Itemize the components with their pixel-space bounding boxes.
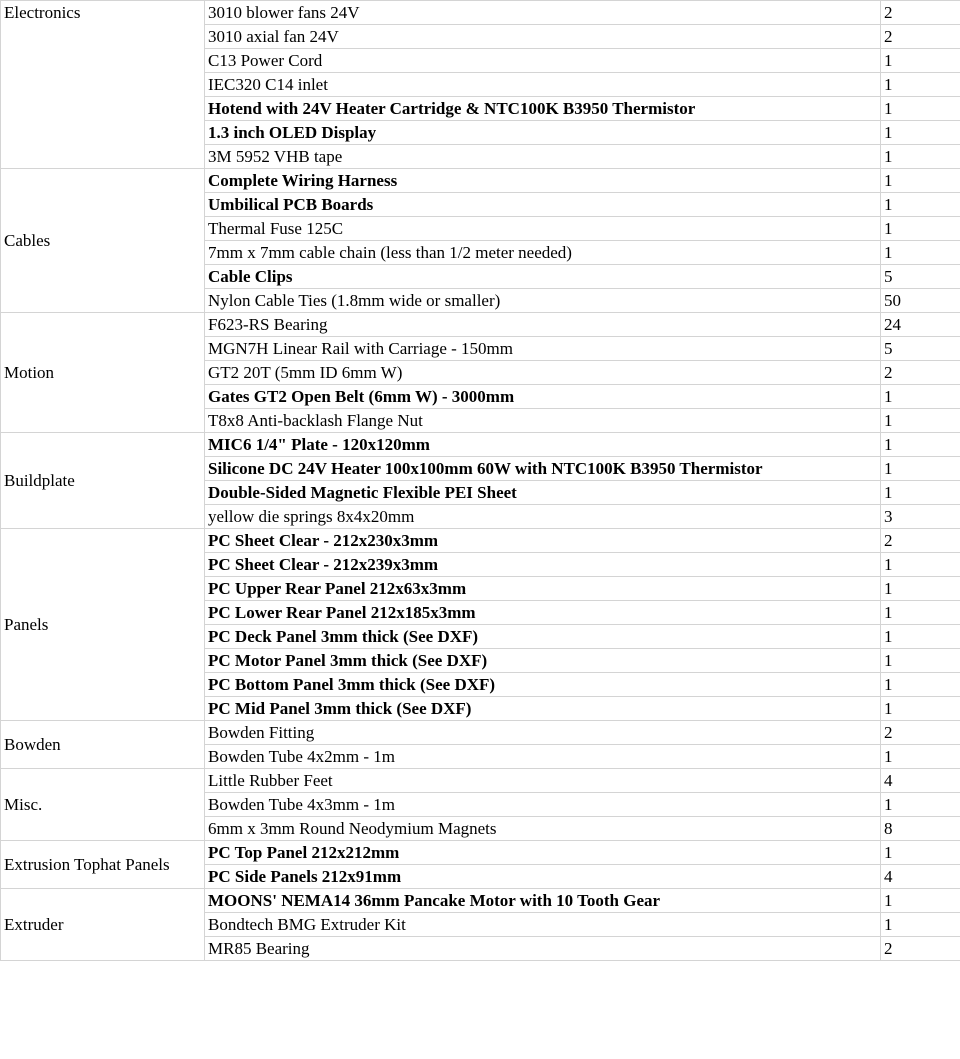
item-name-cell: MOONS' NEMA14 36mm Pancake Motor with 10 Tooth Gear	[205, 889, 881, 913]
quantity-cell: 8	[881, 817, 960, 841]
item-name-cell: PC Side Panels 212x91mm	[205, 865, 881, 889]
item-name-cell: 3010 blower fans 24V	[205, 1, 881, 25]
quantity-cell: 2	[881, 25, 960, 49]
category-cell: Electronics	[1, 1, 205, 169]
quantity-cell: 1	[881, 553, 960, 577]
quantity-cell: 1	[881, 241, 960, 265]
quantity-cell: 2	[881, 361, 960, 385]
quantity-cell: 2	[881, 529, 960, 553]
table-row	[1, 433, 960, 457]
item-name-cell: PC Lower Rear Panel 212x185x3mm	[205, 601, 881, 625]
item-name-cell: Silicone DC 24V Heater 100x100mm 60W with NTC100K B3950 Thermistor	[205, 457, 881, 481]
quantity-cell: 1	[881, 913, 960, 937]
item-name-cell: PC Top Panel 212x212mm	[205, 841, 881, 865]
category-cell: Extruder	[1, 889, 205, 961]
category-cell: Panels	[1, 529, 205, 721]
item-name-cell: Cable Clips	[205, 265, 881, 289]
quantity-cell: 5	[881, 337, 960, 361]
table-row	[1, 721, 960, 745]
quantity-cell: 3	[881, 505, 960, 529]
item-name-cell: PC Sheet Clear - 212x230x3mm	[205, 529, 881, 553]
item-name-cell: IEC320 C14 inlet	[205, 73, 881, 97]
table-row	[1, 1, 960, 25]
item-name-cell: 6mm x 3mm Round Neodymium Magnets	[205, 817, 881, 841]
item-name-cell: T8x8 Anti-backlash Flange Nut	[205, 409, 881, 433]
quantity-cell: 1	[881, 97, 960, 121]
quantity-cell: 1	[881, 409, 960, 433]
item-name-cell: MIC6 1/4" Plate - 120x120mm	[205, 433, 881, 457]
table-row	[1, 313, 960, 337]
quantity-cell: 24	[881, 313, 960, 337]
table-row	[1, 169, 960, 193]
table-row	[1, 769, 960, 793]
item-name-cell: Bowden Tube 4x2mm - 1m	[205, 745, 881, 769]
category-cell: Extrusion Tophat Panels	[1, 841, 205, 889]
quantity-cell: 1	[881, 481, 960, 505]
item-name-cell: Gates GT2 Open Belt (6mm W) - 3000mm	[205, 385, 881, 409]
item-name-cell: MGN7H Linear Rail with Carriage - 150mm	[205, 337, 881, 361]
item-name-cell: Thermal Fuse 125C	[205, 217, 881, 241]
item-name-cell: F623-RS Bearing	[205, 313, 881, 337]
item-name-cell: Nylon Cable Ties (1.8mm wide or smaller)	[205, 289, 881, 313]
item-name-cell: PC Bottom Panel 3mm thick (See DXF)	[205, 673, 881, 697]
quantity-cell: 1	[881, 217, 960, 241]
item-name-cell: Little Rubber Feet	[205, 769, 881, 793]
quantity-cell: 2	[881, 937, 960, 961]
bom-body	[1, 1, 960, 961]
item-name-cell: Bowden Fitting	[205, 721, 881, 745]
item-name-cell: Umbilical PCB Boards	[205, 193, 881, 217]
item-name-cell: yellow die springs 8x4x20mm	[205, 505, 881, 529]
item-name-cell: Complete Wiring Harness	[205, 169, 881, 193]
category-cell: Buildplate	[1, 433, 205, 529]
category-cell: Motion	[1, 313, 205, 433]
quantity-cell: 1	[881, 193, 960, 217]
item-name-cell: PC Motor Panel 3mm thick (See DXF)	[205, 649, 881, 673]
quantity-cell: 1	[881, 49, 960, 73]
item-name-cell: Double-Sided Magnetic Flexible PEI Sheet	[205, 481, 881, 505]
quantity-cell: 1	[881, 145, 960, 169]
item-name-cell: PC Sheet Clear - 212x239x3mm	[205, 553, 881, 577]
quantity-cell: 1	[881, 793, 960, 817]
quantity-cell: 1	[881, 169, 960, 193]
quantity-cell: 50	[881, 289, 960, 313]
item-name-cell: Bondtech BMG Extruder Kit	[205, 913, 881, 937]
quantity-cell: 1	[881, 121, 960, 145]
quantity-cell: 5	[881, 265, 960, 289]
item-name-cell: PC Deck Panel 3mm thick (See DXF)	[205, 625, 881, 649]
item-name-cell: PC Upper Rear Panel 212x63x3mm	[205, 577, 881, 601]
item-name-cell: GT2 20T (5mm ID 6mm W)	[205, 361, 881, 385]
category-cell: Misc.	[1, 769, 205, 841]
item-name-cell: 7mm x 7mm cable chain (less than 1/2 meter needed)	[205, 241, 881, 265]
quantity-cell: 2	[881, 721, 960, 745]
table-row	[1, 841, 960, 865]
item-name-cell: C13 Power Cord	[205, 49, 881, 73]
item-name-cell: PC Mid Panel 3mm thick (See DXF)	[205, 697, 881, 721]
quantity-cell: 1	[881, 889, 960, 913]
quantity-cell: 2	[881, 1, 960, 25]
quantity-cell: 1	[881, 385, 960, 409]
quantity-cell: 1	[881, 841, 960, 865]
quantity-cell: 1	[881, 673, 960, 697]
quantity-cell: 4	[881, 865, 960, 889]
quantity-cell: 1	[881, 697, 960, 721]
quantity-cell: 1	[881, 433, 960, 457]
item-name-cell: Bowden Tube 4x3mm - 1m	[205, 793, 881, 817]
item-name-cell: MR85 Bearing	[205, 937, 881, 961]
quantity-cell: 1	[881, 649, 960, 673]
item-name-cell: 1.3 inch OLED Display	[205, 121, 881, 145]
table-row	[1, 889, 960, 913]
item-name-cell: 3010 axial fan 24V	[205, 25, 881, 49]
quantity-cell: 1	[881, 73, 960, 97]
quantity-cell: 1	[881, 745, 960, 769]
quantity-cell: 1	[881, 625, 960, 649]
category-cell: Cables	[1, 169, 205, 313]
quantity-cell: 4	[881, 769, 960, 793]
item-name-cell: 3M 5952 VHB tape	[205, 145, 881, 169]
category-cell: Bowden	[1, 721, 205, 769]
quantity-cell: 1	[881, 601, 960, 625]
item-name-cell: Hotend with 24V Heater Cartridge & NTC100K B3950 Thermistor	[205, 97, 881, 121]
quantity-cell: 1	[881, 457, 960, 481]
table-row	[1, 529, 960, 553]
quantity-cell: 1	[881, 577, 960, 601]
